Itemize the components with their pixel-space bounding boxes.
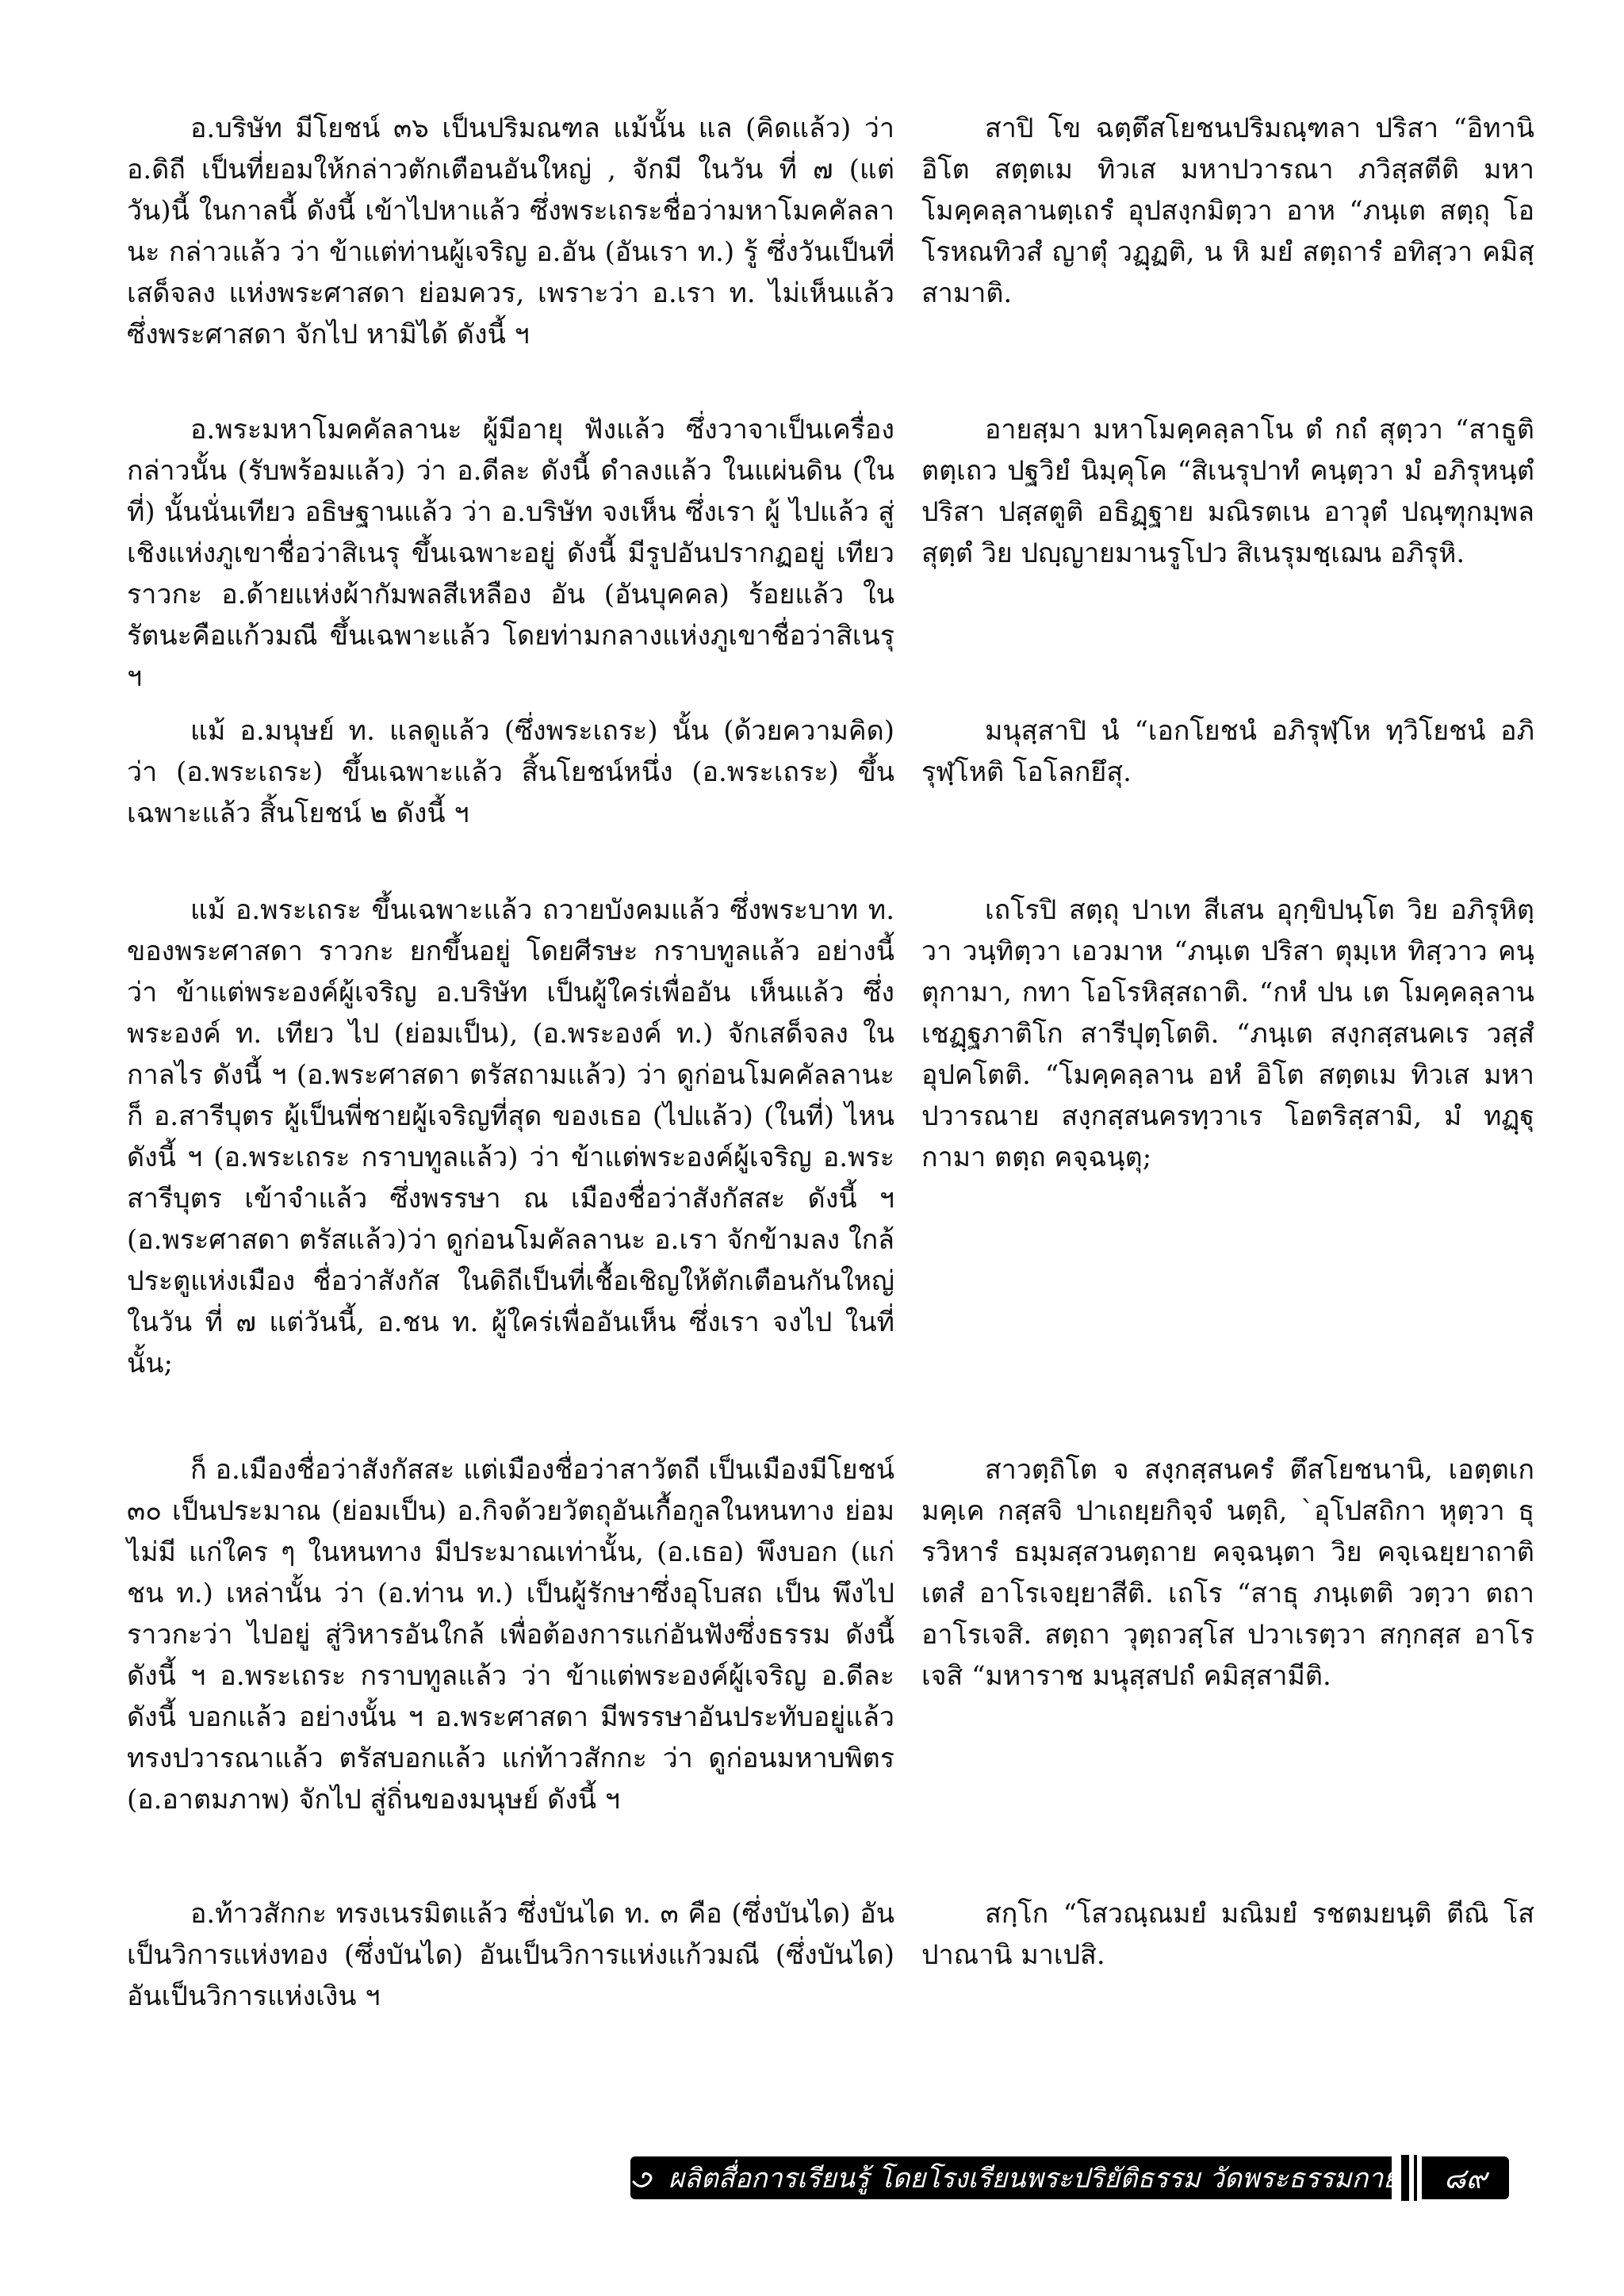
right-paragraph-2: อายสฺมา มหาโมคฺคลฺลาโน ตํ กถํ สุตฺวา “สาธูติ ตตฺเถว ปฐวิยํ นิมฺคุโค “สิเนรุปาทํ คนฺตฺวา มํ อภิรุหนฺตํ ปริสา ปสฺสตูติ อธิฏฺฐาย มณิรตเน อาวุตํ ปณฺฑุกมฺพลสุตฺตํ วิย ปญฺญายมานรูโปว สิเนรุมชฺเฌน อภิรุหิ. — [921, 414, 1534, 569]
right-paragraph-1: สาปิ โข ฉตฺตึสโยชนปริมณฺฑลา ปริสา “อิทานิ อิโต สตฺตเม ทิวเส มหาปวารณา ภวิสฺสตีติ มหาโมคฺคลฺลานตฺเถรํ อุปสงฺกมิตฺวา อาห “ภนฺเต สตฺถุ โอโรหณทิวสํ ญาตุํ วฏฺฏติ, น หิ มยํ สตฺถารํ อทิสฺวา คมิสฺสามาติ. — [921, 113, 1534, 309]
left-paragraph-2: อ.พระมหาโมคคัลลานะ ผู้มีอายุ ฟังแล้ว ซึ่งวาจาเป็นเครื่องกล่าวนั้น (รับพร้อมแล้ว) ว่า อ.ดีละ ดังนี้ ดำลงแล้ว ในแผ่นดิน (ในที่) นั้นนั่นเทียว อธิษฐานแล้ว ว่า อ.บริษัท จงเห็น ซึ่งเรา ผู้ ไปแล้ว สู่เชิงแห่งภูเขาชื่อว่าสิเนรุ ขึ้นเฉพาะอยู่ ดังนี้ มีรูปอันปรากฏอยู่ เทียว ราวกะ อ.ด้ายแห่งผ้ากัมพลสีเหลือง อัน (อันบุคคล) ร้อยแล้ว ในรัตนะคือแก้วมณี ขึ้นเฉพาะแล้ว โดยท่ามกลางแห่งภูเขาชื่อว่าสิเนรุ ฯ — [127, 414, 894, 693]
left-paragraph-4: แม้ อ.พระเถระ ขึ้นเฉพาะแล้ว ถวายบังคมแล้ว ซึ่งพระบาท ท. ของพระศาสดา ราวกะ ยกขึ้นอยู่ โดยศีรษะ กราบทูลแล้ว อย่างนี้ ว่า ข้าแต่พระองค์ผู้เจริญ อ.บริษัท เป็นผู้ใคร่เพื่ออัน เห็นแล้ว ซึ่งพระองค์ ท. เทียว ไป (ย่อมเป็น), (อ.พระองค์ ท.) จักเสด็จลง ในกาลไร ดังนี้ ฯ (อ.พระศาสดา ตรัสถามแล้ว) ว่า ดูก่อนโมคคัลลานะ ก็ อ.สารีบุตร ผู้เป็นพี่ชายผู้เจริญที่สุด ของเธอ (ไปแล้ว) (ในที่) ไหน ดังนี้ ฯ (อ.พระเถระ กราบทูลแล้ว) ว่า ข้าแต่พระองค์ผู้เจริญ อ.พระสารีบุตร เข้าจำแล้ว ซึ่งพรรษา ณ เมืองชื่อว่าสังกัสสะ ดังนี้ ฯ (อ.พระศาสดา ตรัสแล้ว)ว่า ดูก่อนโมคัลลานะ อ.เรา จักข้ามลง ใกล้ประตูแห่งเมือง ชื่อว่าสังกัส ในดิถีเป็นที่เชื้อเชิญให้ตักเตือนกันใหญ่ ในวัน ที่ ๗ แต่วันนี้, อ.ชน ท. ผู้ใคร่เพื่ออันเห็น ซึ่งเรา จงไป ในที่นั้น; — [127, 894, 894, 1380]
left-paragraph-1: อ.บริษัท มีโยชน์ ๓๖ เป็นปริมณฑล แม้นั้น แล (คิดแล้ว) ว่า อ.ดิถี เป็นที่ยอมให้กล่าวตักเตือนอันใหญ่ , จักมี ในวัน ที่ ๗ (แต่วัน)นี้ ในกาลนี้ ดังนี้ เข้าไปหาแล้ว ซึ่งพระเถระชื่อว่ามหาโมคคัลลานะ กล่าวแล้ว ว่า ข้าแต่ท่านผู้เจริญ อ.อัน (อันเรา ท.) รู้ ซึ่งวันเป็นที่เสด็จลง แห่งพระศาสดา ย่อมควร, เพราะว่า อ.เรา ท. ไม่เห็นแล้ว ซึ่งพระศาสดา จักไป หามิได้ ดังนี้ ฯ — [127, 113, 894, 350]
right-paragraph-5: สาวตฺถิโต จ สงฺกสฺสนครํ ตึสโยชนานิ, เอตฺตเก มคฺเค กสฺสจิ ปาเถยฺยกิจฺจํ นตฺถิ, `อุโปสถิกา หุตฺวา ธุรวิหารํ ธมฺมสฺสวนตฺถาย คจฺฉนฺตา วิย คจฺเฉยฺยาถาติ เตสํ อาโรเจยฺยาสีติ. เถโร “สาธุ ภนฺเตติ วตฺวา ตถา อาโรเจสิ. สตฺถา วุตฺถวสฺโส ปวาเรตฺวา สกฺกสฺส อาโรเจสิ “มหาราช มนุสฺสปถํ คมิสฺสามีติ. — [921, 1454, 1534, 1692]
swirl-ornament-icon — [630, 2156, 662, 2199]
right-paragraph-4: เถโรปิ สตฺถุ ปาเท สีเสน อุกฺขิปนฺโต วิย อภิรุหิตฺวา วนฺทิตฺวา เอวมาห “ภนฺเต ปริสา ตุมฺเห ทิสฺวาว คนฺตุกามา, กทา โอโรหิสฺสถาติ. “กหํ ปน เต โมคฺคลฺลาน เชฏฺฐภาติโก สารีปุตฺโตติ. “ภนฺเต สงฺกสฺสนคเร วสฺสํ อุปคโตติ. “โมคฺคลฺลาน อหํ อิโต สตฺตเม ทิวเส มหาปวารณาย สงฺกสฺสนครทฺวาเร โอตริสฺสามิ, มํ ทฏฺฐุกามา ตตฺถ คจฺฉนฺตุ; — [921, 894, 1534, 1173]
right-paragraph-3: มนุสฺสาปิ นํ “เอกโยชนํ อภิรุฬฺโห ทฺวิโยชนํ อภิรุฬฺโหติ โอโลกยึสุ. — [921, 715, 1534, 788]
page-number: ๘๙ — [1422, 2156, 1509, 2199]
right-paragraph-6: สกฺโก “โสวณฺณมยํ มณิมยํ รชตมยนฺติ ตีณิ โสปาณานิ มาเปสิ. — [921, 1898, 1534, 1971]
left-paragraph-6: อ.ท้าวสักกะ ทรงเนรมิตแล้ว ซึ่งบันได ท. ๓ คือ (ซึ่งบันได) อันเป็นวิการแห่งทอง (ซึ่งบันได) อันเป็นวิการแห่งแก้วมณี (ซึ่งบันได) อันเป็นวิการแห่งเงิน ฯ — [127, 1898, 894, 2012]
footer-title: ผลิตสื่อการเรียนรู้ โดยโรงเรียนพระปริยัติธรรม วัดพระธรรมกาย — [668, 2163, 1400, 2195]
footer-banner — [630, 2156, 1400, 2199]
left-paragraph-3: แม้ อ.มนุษย์ ท. แลดูแล้ว (ซึ่งพระเถระ) นั้น (ด้วยความคิด) ว่า (อ.พระเถระ) ขึ้นเฉพาะแล้ว สิ้นโยชน์หนึ่ง (อ.พระเถระ) ขึ้นเฉพาะแล้ว สิ้นโยชน์ ๒ ดังนี้ ฯ — [127, 715, 894, 829]
left-paragraph-5: ก็ อ.เมืองชื่อว่าสังกัสสะ แต่เมืองชื่อว่าสาวัตถี เป็นเมืองมีโยชน์ ๓๐ เป็นประมาณ (ย่อมเป็น) อ.กิจด้วยวัตถุอันเกื้อกูลในหนทาง ย่อมไม่มี แก่ใคร ๆ ในหนทาง มีประมาณเท่านั้น, (อ.เธอ) พึงบอก (แก่ชน ท.) เหล่านั้น ว่า (อ.ท่าน ท.) เป็นผู้รักษาซึ่งอุโบสถ เป็น พึงไป ราวกะว่า ไปอยู่ สู่วิหารอันใกล้ เพื่อต้องการแก่อันฟังซึ่งธรรม ดังนี้ ดังนี้ ฯ อ.พระเถระ กราบทูลแล้ว ว่า ข้าแต่พระองค์ผู้เจริญ อ.ดีละ ดังนี้ บอกแล้ว อย่างนั้น ฯ อ.พระศาสดา มีพรรษาอันประทับอยู่แล้ว ทรงปวารณาแล้ว ตรัสบอกแล้ว แก่ท้าวสักกะ ว่า ดูก่อนมหาบพิตร (อ.อาตมภาพ) จักไป สู่ถิ่นของมนุษย์ ดังนี้ ฯ — [127, 1454, 894, 1816]
footer-divider-bars — [1401, 2155, 1422, 2201]
page-footer — [630, 2155, 1534, 2201]
